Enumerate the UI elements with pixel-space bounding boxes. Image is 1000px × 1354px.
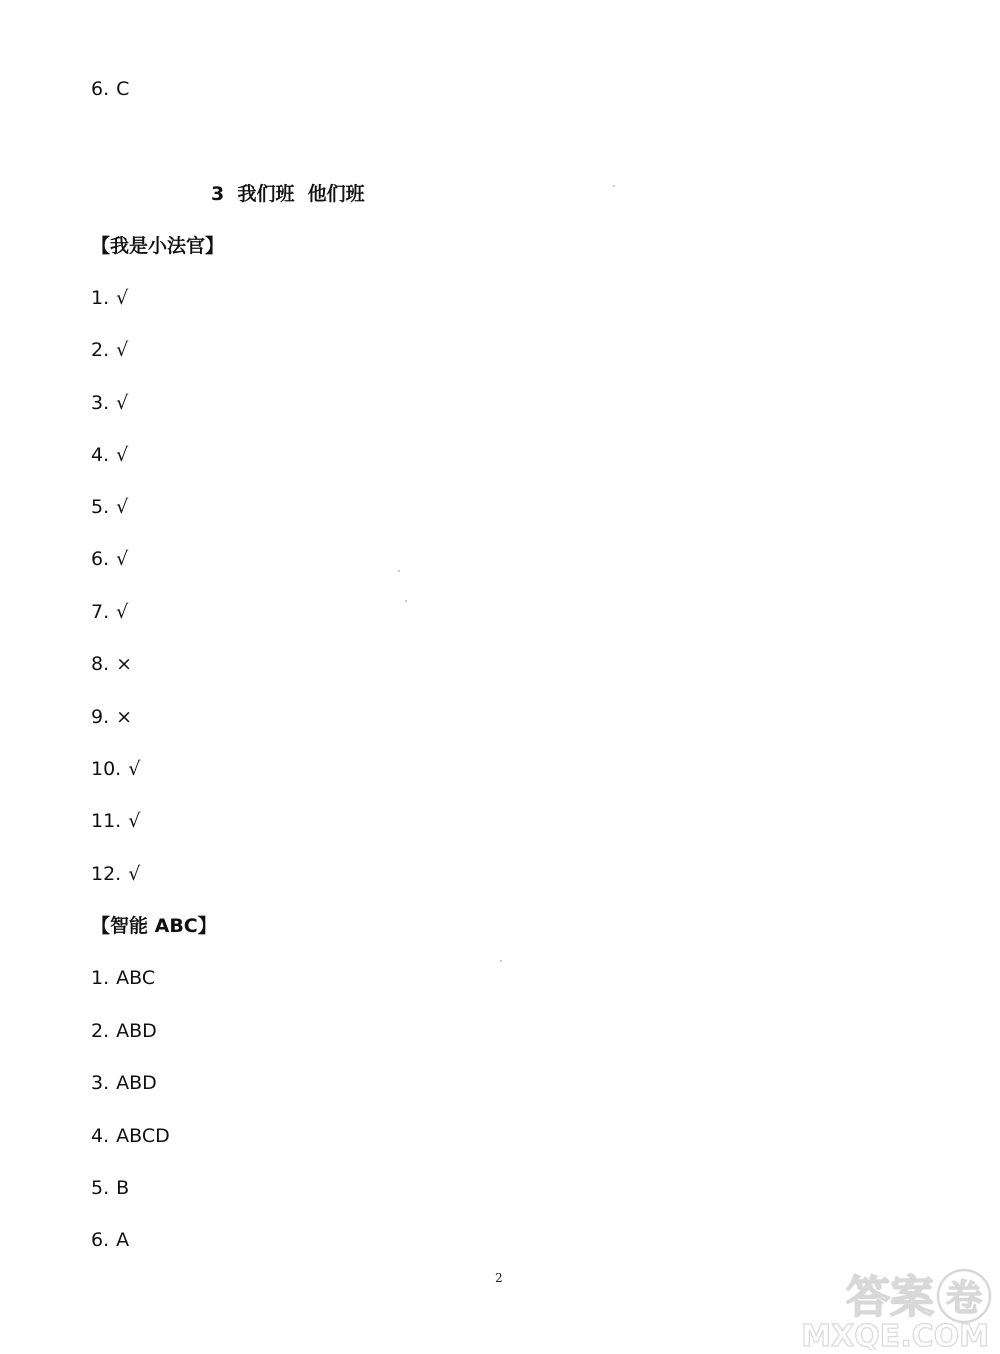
item-answer: ABC — [116, 967, 156, 989]
item-answer: √ — [116, 392, 129, 414]
scan-speck — [613, 185, 615, 187]
answer-item — [91, 443, 128, 467]
item-number: 5. — [91, 1177, 110, 1199]
answer-item — [91, 1228, 129, 1252]
answer-item — [91, 286, 128, 310]
svg-text:答案: 答案 — [846, 1272, 934, 1323]
item-number: 7. — [91, 601, 110, 623]
answer-item — [91, 338, 128, 362]
item-number: 3. — [91, 392, 110, 414]
item-number: 8. — [91, 653, 110, 675]
item-number: 4. — [91, 1125, 110, 1147]
page-number: 2 — [495, 1271, 503, 1285]
item-answer: B — [116, 1177, 130, 1199]
answer-item — [91, 1176, 129, 1200]
answer-item — [91, 705, 132, 729]
answer-item — [91, 495, 128, 519]
svg-text:卷: 卷 — [945, 1278, 983, 1319]
item-answer: ABD — [116, 1020, 157, 1042]
item-answer: √ — [116, 496, 129, 518]
answer-item — [91, 391, 128, 415]
watermark-logo — [724, 1264, 994, 1350]
section-heading-abc: 【智能 ABC】 — [91, 915, 217, 937]
answer-item — [91, 757, 140, 781]
scan-speck — [398, 570, 400, 572]
item-number: 3. — [91, 1072, 110, 1094]
item-number: 1. — [91, 967, 110, 989]
item-number: 5. — [91, 496, 110, 518]
item-answer: A — [116, 1229, 130, 1251]
item-number: 10. — [91, 758, 122, 780]
answer-item — [91, 966, 155, 990]
answer-item — [91, 77, 129, 101]
item-number: 1. — [91, 287, 110, 309]
item-answer: √ — [128, 810, 141, 832]
item-number: 4. — [91, 444, 110, 466]
lesson-title: 3 我们班 他们班 — [211, 183, 365, 205]
answer-item — [91, 547, 128, 571]
item-answer: √ — [116, 444, 129, 466]
answer-item — [91, 652, 132, 676]
item-answer: ABD — [116, 1072, 157, 1094]
item-answer: √ — [128, 758, 141, 780]
item-answer: √ — [128, 863, 141, 885]
item-answer: ABCD — [116, 1125, 170, 1147]
answer-item — [91, 1019, 157, 1043]
item-number: 2. — [91, 1020, 110, 1042]
item-number: 6. — [91, 78, 110, 100]
item-answer: × — [116, 706, 133, 728]
item-number: 6. — [91, 1229, 110, 1251]
answer-item — [91, 809, 140, 833]
item-number: 2. — [91, 339, 110, 361]
item-number: 12. — [91, 863, 122, 885]
item-answer: √ — [116, 601, 129, 623]
scan-speck — [500, 960, 502, 962]
scan-speck — [405, 600, 407, 602]
item-number: 9. — [91, 706, 110, 728]
item-answer: √ — [116, 287, 129, 309]
item-number: 6. — [91, 548, 110, 570]
item-answer: √ — [116, 548, 129, 570]
item-answer: × — [116, 653, 133, 675]
answer-item — [91, 862, 140, 886]
section-heading-judge: 【我是小法官】 — [91, 235, 225, 257]
answer-item — [91, 1071, 157, 1095]
item-answer: √ — [116, 339, 129, 361]
answer-item — [91, 600, 128, 624]
item-answer: C — [116, 78, 130, 100]
svg-text:MXQE.COM: MXQE.COM — [801, 1319, 989, 1350]
item-number: 11. — [91, 810, 122, 832]
answer-item — [91, 1124, 170, 1148]
